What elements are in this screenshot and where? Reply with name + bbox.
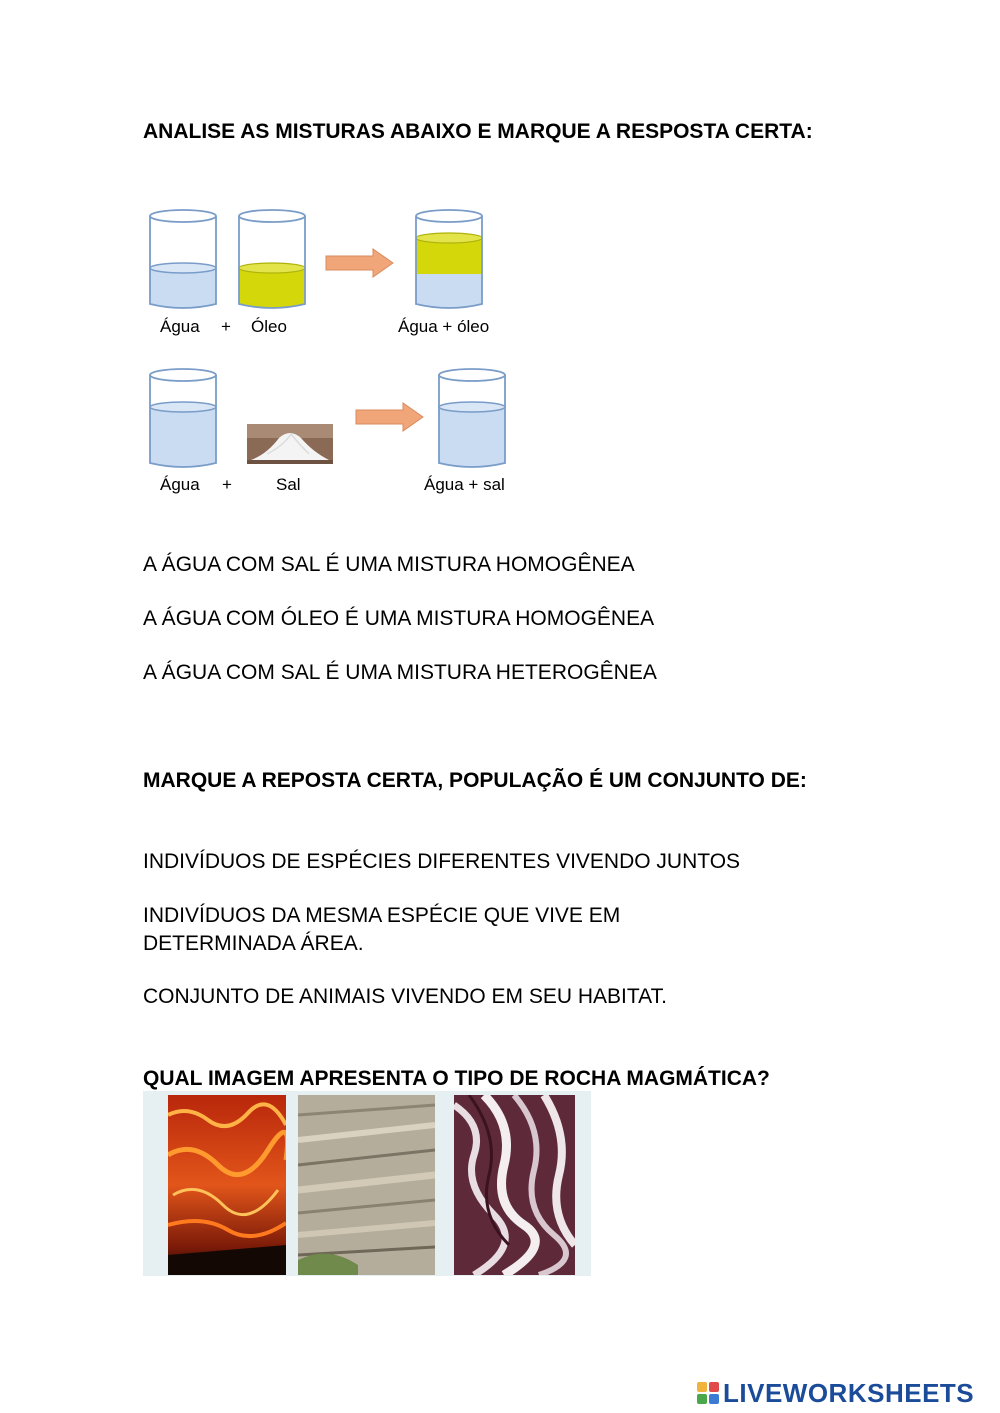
oil-beaker (235, 206, 309, 311)
logo-grid-icon (697, 1382, 719, 1404)
liveworksheets-logo (697, 1378, 974, 1408)
caption-plus-1: + (221, 317, 231, 336)
logo-text: LIVEWORKSHEETS (723, 1377, 975, 1408)
caption-water-1: Água (160, 317, 200, 336)
water-oil-beaker (412, 206, 486, 311)
sedimentary-rock-image[interactable] (298, 1095, 435, 1275)
q2-option-1[interactable]: INDIVÍDUOS DE ESPÉCIES DIFERENTES VIVENDO JUNTOS (143, 850, 741, 873)
metamorphic-rock-image[interactable] (454, 1095, 575, 1275)
q1-option-1[interactable]: A ÁGUA COM SAL É UMA MISTURA HOMOGÊNEA (143, 553, 635, 576)
question-3-title: QUAL IMAGEM APRESENTA O TIPO DE ROCHA MAGMÁTICA? (143, 1067, 770, 1090)
water-beaker-1 (146, 206, 220, 311)
question-2-title: MARQUE A REPOSTA CERTA, POPULAÇÃO É UM CONJUNTO DE: (143, 769, 807, 792)
arrow-right-icon (325, 248, 395, 278)
rock-images-strip (143, 1091, 591, 1276)
caption-water-oil: Água + óleo (398, 317, 490, 336)
caption-water-2: Água (160, 475, 200, 494)
q2-option-2[interactable]: INDIVÍDUOS DA MESMA ESPÉCIE QUE VIVE EM DETERMINADA ÁREA. (143, 904, 621, 955)
salt-water-beaker (435, 365, 509, 470)
q1-option-3[interactable]: A ÁGUA COM SAL É UMA MISTURA HETEROGÊNEA (143, 661, 657, 684)
arrow-right-icon (355, 402, 425, 432)
question-1-title: ANALISE AS MISTURAS ABAIXO E MARQUE A RESPOSTA CERTA: (143, 120, 813, 143)
caption-salt: Sal (276, 475, 301, 494)
caption-oil: Óleo (251, 317, 287, 336)
lava-rock-image[interactable] (168, 1095, 286, 1275)
caption-plus-2: + (222, 475, 232, 494)
caption-water-salt: Água + sal (424, 475, 505, 494)
water-beaker-2 (146, 365, 220, 470)
q1-option-2[interactable]: A ÁGUA COM ÓLEO É UMA MISTURA HOMOGÊNEA (143, 607, 655, 630)
q2-option-3[interactable]: CONJUNTO DE ANIMAIS VIVENDO EM SEU HABITAT. (143, 985, 667, 1008)
salt-image (247, 424, 333, 464)
